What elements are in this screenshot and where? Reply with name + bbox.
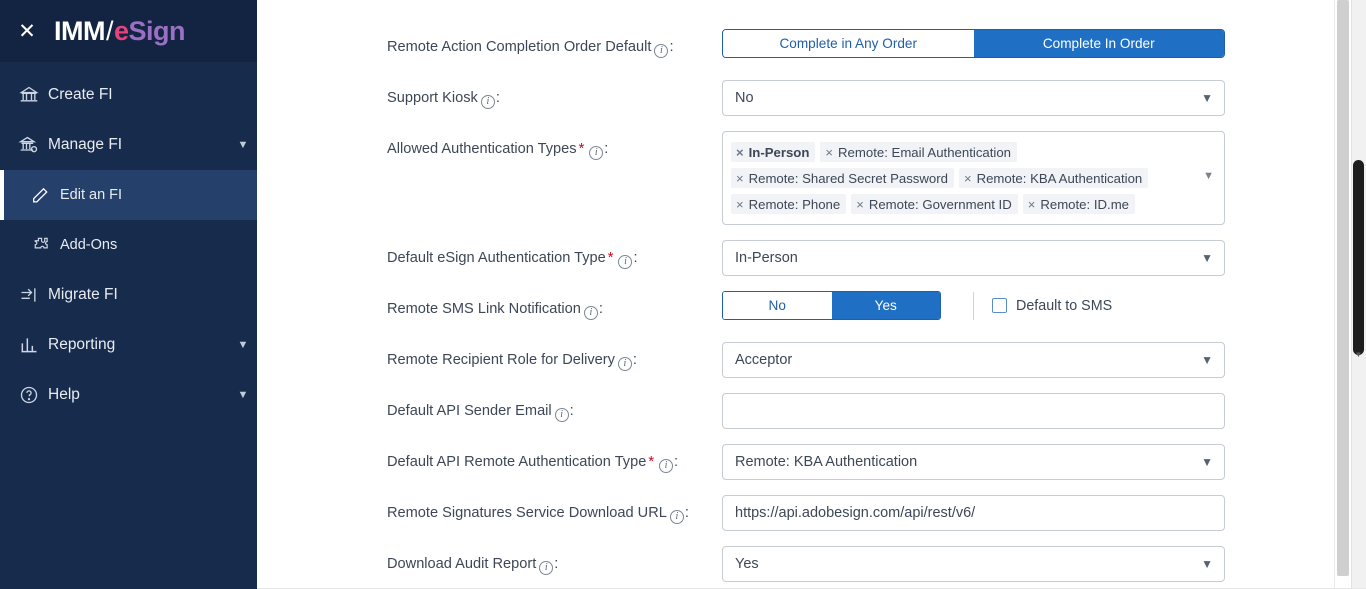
chevron-down-icon: ▼	[1201, 455, 1213, 469]
remote-sms-link-notification-toggle[interactable]	[722, 291, 941, 320]
chip-remove-icon[interactable]: ×	[963, 170, 972, 186]
info-icon[interactable]: i	[659, 459, 673, 473]
chip-remote-email-authentication[interactable]	[820, 142, 1017, 162]
sidebar-item-migrate-fi[interactable]	[0, 270, 257, 320]
inner-scrollbar-thumb[interactable]	[1337, 0, 1349, 576]
default-esign-authentication-type-select[interactable]	[722, 240, 1225, 276]
sms-controls	[722, 291, 1342, 320]
chevron-down-icon[interactable]: ▼	[237, 389, 249, 401]
main-content	[257, 0, 1366, 589]
chip-label: In-Person	[748, 144, 810, 160]
sidebar-item-label: Migrate FI	[48, 286, 118, 303]
input-value: https://api.adobesign.com/api/rest/v6/	[735, 505, 976, 521]
form-label	[387, 80, 722, 109]
info-icon[interactable]: i	[618, 357, 632, 371]
chevron-down-icon[interactable]: ▼	[237, 139, 249, 151]
form-field	[722, 393, 1225, 429]
info-icon[interactable]: i	[539, 561, 553, 575]
select-value: No	[735, 90, 754, 106]
default-api-remote-authentication-type-select[interactable]	[722, 444, 1225, 480]
form-row-support-kiosk	[387, 80, 1317, 116]
chip-label: Remote: KBA Authentication	[976, 170, 1143, 186]
form-row-remote-signatures-service-download-url	[387, 495, 1317, 531]
required-marker: *	[607, 250, 614, 266]
download-audit-report-select[interactable]	[722, 546, 1225, 582]
form-row-partial-top	[387, 0, 1317, 14]
form-field	[722, 546, 1225, 582]
form-row-download-audit-report	[387, 546, 1317, 582]
label-text: Allowed Authentication Types	[387, 141, 577, 157]
inner-scrollbar-track[interactable]	[1334, 0, 1351, 589]
required-marker: *	[578, 141, 585, 157]
logo-imm-text: IMM	[54, 15, 105, 46]
form-row-default-api-remote-authentication-type	[387, 444, 1317, 480]
sidebar	[0, 0, 257, 589]
chip-remote-phone[interactable]	[731, 194, 846, 214]
chip-remote-shared-secret-password[interactable]	[731, 168, 954, 188]
label-colon: :	[684, 505, 689, 521]
chevron-down-icon[interactable]: ▼	[237, 339, 249, 351]
form-field	[722, 291, 1342, 320]
chip-label: Remote: Email Authentication	[838, 144, 1012, 160]
sidebar-item-edit-an-fi[interactable]	[0, 170, 257, 220]
label-text: Remote Action Completion Order Default	[387, 39, 652, 55]
label-text: Default API Sender Email	[387, 403, 552, 419]
chip-label: Remote: Phone	[748, 196, 841, 212]
info-icon[interactable]: i	[589, 146, 603, 160]
form-label	[387, 342, 722, 371]
form-field	[722, 131, 1225, 225]
label-colon: :	[604, 141, 609, 157]
fi-settings-form	[257, 0, 1317, 589]
label-text: Remote SMS Link Notification	[387, 301, 581, 317]
chevron-down-icon: ▼	[1201, 251, 1213, 265]
sidebar-item-manage-fi[interactable]	[0, 120, 257, 170]
default-api-sender-email-input[interactable]	[722, 393, 1225, 429]
label-colon: :	[554, 556, 559, 572]
browser-scrollbar-thumb[interactable]	[1353, 160, 1364, 355]
bank-gear-icon	[18, 135, 48, 155]
form-label	[387, 495, 722, 524]
chevron-down-icon[interactable]: ▼	[1203, 170, 1214, 182]
scroll-down-arrow-icon[interactable]: ▼	[1354, 350, 1363, 359]
form-field	[722, 495, 1225, 531]
label-colon: :	[669, 39, 674, 55]
info-icon[interactable]: i	[584, 306, 598, 320]
label-colon: :	[674, 454, 679, 470]
question-circle-icon	[18, 385, 48, 405]
form-row-allowed-authentication-types	[387, 131, 1317, 225]
form-field	[722, 29, 1225, 58]
chevron-down-icon: ▼	[1201, 353, 1213, 367]
sidebar-item-add-ons[interactable]	[0, 220, 257, 270]
label-colon: :	[633, 250, 638, 266]
bank-icon	[18, 85, 48, 105]
vertical-divider	[973, 292, 974, 320]
label-text: Remote Recipient Role for Delivery	[387, 352, 615, 368]
select-value: In-Person	[735, 250, 798, 266]
migrate-icon	[18, 285, 48, 305]
form-label	[387, 291, 722, 320]
form-field	[722, 240, 1225, 276]
toggle-option-in-order[interactable]: Complete In Order	[974, 30, 1225, 57]
remote-signatures-service-download-url-input[interactable]	[722, 495, 1225, 531]
logo-e-text: e	[114, 15, 129, 46]
label-text: Default eSign Authentication Type	[387, 250, 606, 266]
bar-chart-icon	[18, 335, 48, 355]
label-colon: :	[569, 403, 574, 419]
info-icon[interactable]: i	[670, 510, 684, 524]
form-row-remote-action-completion-order-default	[387, 29, 1317, 65]
sidebar-item-label: Manage FI	[48, 136, 123, 153]
required-marker: *	[648, 454, 655, 470]
pencil-icon	[30, 186, 60, 205]
label-text: Download Audit Report	[387, 556, 537, 572]
chip-remove-icon[interactable]: ×	[736, 170, 744, 186]
sidebar-item-label: Add-Ons	[60, 237, 118, 253]
default-to-sms-checkbox[interactable]	[992, 298, 1007, 313]
support-kiosk-select[interactable]	[722, 80, 1225, 116]
default-to-sms-label: Default to SMS	[1016, 297, 1113, 314]
chip-remove-icon[interactable]: ×	[736, 144, 744, 160]
label-colon: :	[632, 352, 637, 368]
form-label	[387, 546, 722, 575]
chip-remove-icon[interactable]: ×	[1027, 196, 1036, 212]
form-label	[387, 240, 722, 269]
close-icon[interactable]: ✕	[18, 19, 36, 43]
sidebar-item-label: Help	[48, 386, 80, 403]
select-value: Remote: KBA Authentication	[735, 454, 918, 470]
remote-action-completion-order-toggle[interactable]	[722, 29, 1225, 58]
chip-remove-icon[interactable]: ×	[856, 196, 864, 212]
sidebar-item-reporting[interactable]	[0, 320, 257, 370]
sidebar-item-create-fi[interactable]	[0, 70, 257, 120]
sidebar-item-label: Create FI	[48, 86, 113, 103]
toggle-option-no[interactable]: No	[723, 292, 832, 319]
sidebar-item-help[interactable]	[0, 370, 257, 420]
info-icon[interactable]: i	[618, 255, 632, 269]
form-row-default-api-sender-email	[387, 393, 1317, 429]
sidebar-header	[0, 0, 257, 62]
puzzle-icon	[30, 236, 60, 255]
logo-sign-text: Sign	[128, 15, 186, 46]
chip-label: Remote: Government ID	[868, 196, 1012, 212]
label-text: Remote Signatures Service Download URL	[387, 505, 667, 521]
browser-scrollbar-track[interactable]	[1351, 0, 1366, 589]
info-icon[interactable]: i	[481, 95, 495, 109]
form-field	[722, 444, 1225, 480]
sidebar-item-label: Edit an FI	[60, 187, 123, 203]
toggle-option-any-order[interactable]: Complete in Any Order	[723, 30, 974, 57]
chip-remote-government-id[interactable]	[851, 194, 1018, 214]
chip-label: Remote: ID.me	[1040, 196, 1130, 212]
select-value: Acceptor	[735, 352, 793, 368]
chevron-down-icon: ▼	[1201, 557, 1213, 571]
form-field	[722, 342, 1225, 378]
sidebar-item-label: Reporting	[48, 336, 116, 353]
chip-in-person[interactable]	[731, 142, 815, 162]
form-field	[722, 80, 1225, 116]
chip-remove-icon[interactable]: ×	[736, 196, 744, 212]
label-text: Default API Remote Authentication Type	[387, 454, 647, 470]
chip-remote-kba-authentication[interactable]	[959, 168, 1148, 188]
allowed-authentication-types-multiselect[interactable]	[722, 131, 1225, 225]
label-text: Support Kiosk	[387, 90, 478, 106]
chevron-down-icon: ▼	[1201, 91, 1213, 105]
form-label	[387, 444, 722, 473]
form-label	[387, 131, 722, 160]
form-label	[387, 29, 722, 58]
form-row-remote-sms-link-notification	[387, 291, 1317, 327]
label-colon: :	[495, 90, 500, 106]
form-row-remote-recipient-role-for-delivery	[387, 342, 1317, 378]
toggle-option-yes[interactable]: Yes	[832, 292, 941, 319]
form-label	[387, 393, 722, 422]
chip-remote-id-me[interactable]	[1023, 194, 1135, 214]
chip-remove-icon[interactable]: ×	[825, 144, 834, 160]
default-to-sms-checkbox-wrap[interactable]	[992, 298, 1112, 314]
sidebar-nav	[0, 62, 257, 420]
logo-slash: /	[105, 15, 113, 46]
label-colon: :	[598, 301, 603, 317]
form-row-default-esign-authentication-type	[387, 240, 1317, 276]
info-icon[interactable]: i	[555, 408, 569, 422]
imm-esign-logo	[54, 16, 185, 47]
info-icon[interactable]: i	[654, 44, 668, 58]
select-value: Yes	[735, 556, 759, 572]
chip-label: Remote: Shared Secret Password	[748, 170, 948, 186]
remote-recipient-role-select[interactable]	[722, 342, 1225, 378]
